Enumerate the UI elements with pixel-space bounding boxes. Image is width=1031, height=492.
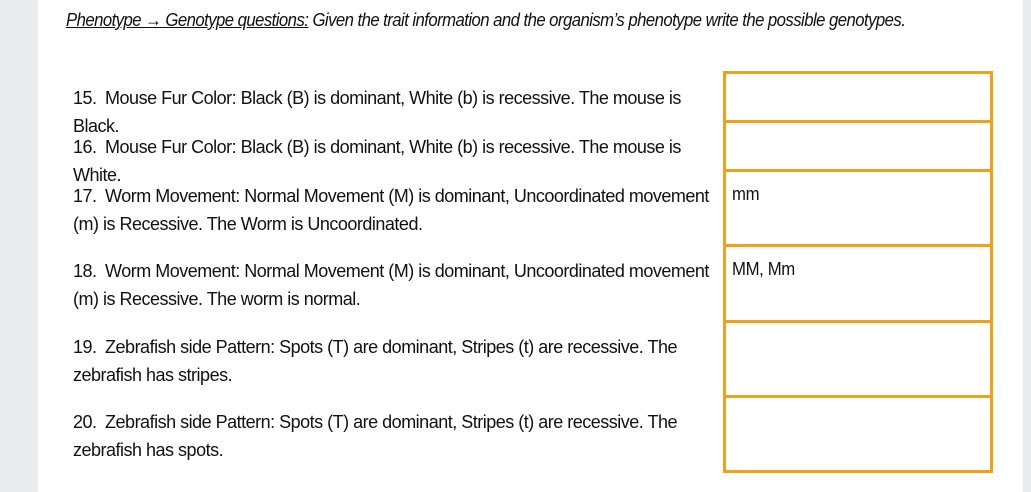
answer-box-17[interactable] [723,169,993,247]
question-20 [73,408,713,464]
answer-text: mm [732,184,760,204]
question-text: Mouse Fur Color: Black (B) is dominant, White (b) is recessive. The mouse is White. [73,137,681,185]
question-number: 16. [73,137,97,157]
answer-box-15[interactable] [723,71,993,123]
question-16 [73,133,713,189]
question-19 [73,333,713,389]
worksheet-page [38,0,1023,492]
answer-text: MM, Mm [732,259,795,279]
question-text: Zebrafish side Pattern: Spots (T) are dominant, Stripes (t) are recessive. The zebrafish has spots. [73,412,677,460]
section-header [66,10,940,31]
question-18 [73,257,713,313]
question-text: Mouse Fur Color: Black (B) is dominant, White (b) is recessive. The mouse is Black. [73,88,681,136]
question-number: 20. [73,412,97,432]
question-text: Worm Movement: Normal Movement (M) is dominant, Uncoordinated movement (m) is Recessive. The Worm is Uncoordinated. [73,186,709,234]
answer-box-20[interactable] [723,395,993,473]
section-heading: Phenotype → Genotype questions: [66,10,309,30]
question-number: 18. [73,261,97,281]
answer-box-16[interactable] [723,120,993,172]
question-17 [73,182,713,238]
answer-box-19[interactable] [723,320,993,398]
question-number: 15. [73,88,97,108]
answer-box-18[interactable] [723,244,993,323]
question-text: Worm Movement: Normal Movement (M) is dominant, Uncoordinated movement (m) is Recessive. The worm is normal. [73,261,709,309]
question-15 [73,84,713,140]
question-number: 17. [73,186,97,206]
section-instructions: Given the trait information and the organism’s phenotype write the possible genotypes. [308,10,906,30]
question-number: 19. [73,337,97,357]
question-text: Zebrafish side Pattern: Spots (T) are dominant, Stripes (t) are recessive. The zebrafish has stripes. [73,337,677,385]
answer-column [723,71,993,473]
